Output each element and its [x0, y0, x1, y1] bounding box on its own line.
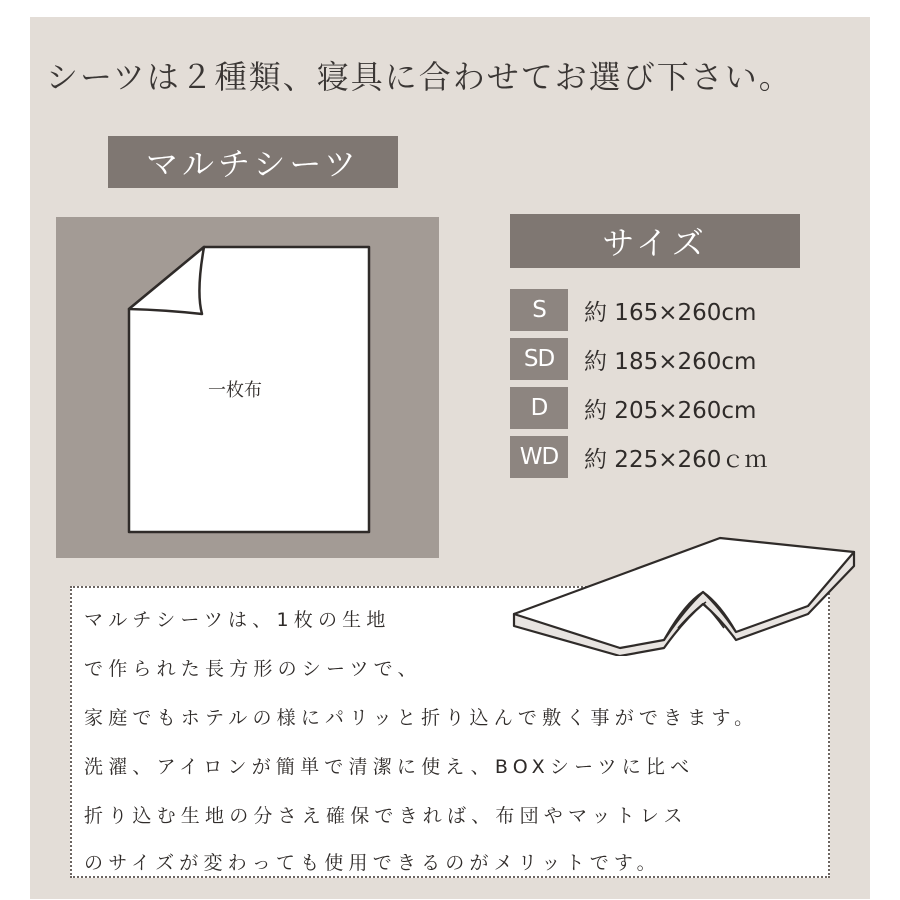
size-code: SD — [510, 338, 568, 380]
size-row-sd — [510, 338, 756, 380]
description-line: で作られた長方形のシーツで、 — [84, 658, 422, 680]
headline: シーツは２種類、寝具に合わせてお選び下さい。 — [46, 58, 793, 96]
size-value: 約 205×260cm — [584, 397, 757, 424]
size-label: サイズ — [510, 214, 800, 268]
size-code: D — [510, 387, 568, 429]
description-line: のサイズが変わっても使用できるのがメリットです。 — [84, 852, 661, 874]
size-value: 約 185×260cm — [584, 348, 757, 375]
size-value: 約 165×260cm — [584, 299, 757, 326]
size-row-d — [510, 387, 756, 429]
description-line: 家庭でもホテルの様にパリッと折り込んで敷く事ができます。 — [84, 707, 759, 729]
size-code: S — [510, 289, 568, 331]
size-code: WD — [510, 436, 568, 478]
mattress-icon — [508, 528, 860, 656]
description-line: 折り込む生地の分さえ確保できれば、布団やマットレス — [84, 805, 688, 827]
size-value: 約 225×260ｃｍ — [584, 446, 768, 473]
description-line: マルチシーツは、1枚の生地 — [84, 609, 391, 631]
sheet-label: 一枚布 — [208, 380, 262, 401]
size-row-wd — [510, 436, 767, 478]
multi-sheet-label: マルチシーツ — [108, 136, 398, 188]
description-line: 洗濯、アイロンが簡単で清潔に使え、BOXシーツに比べ — [84, 756, 695, 778]
size-row-s — [510, 289, 756, 331]
